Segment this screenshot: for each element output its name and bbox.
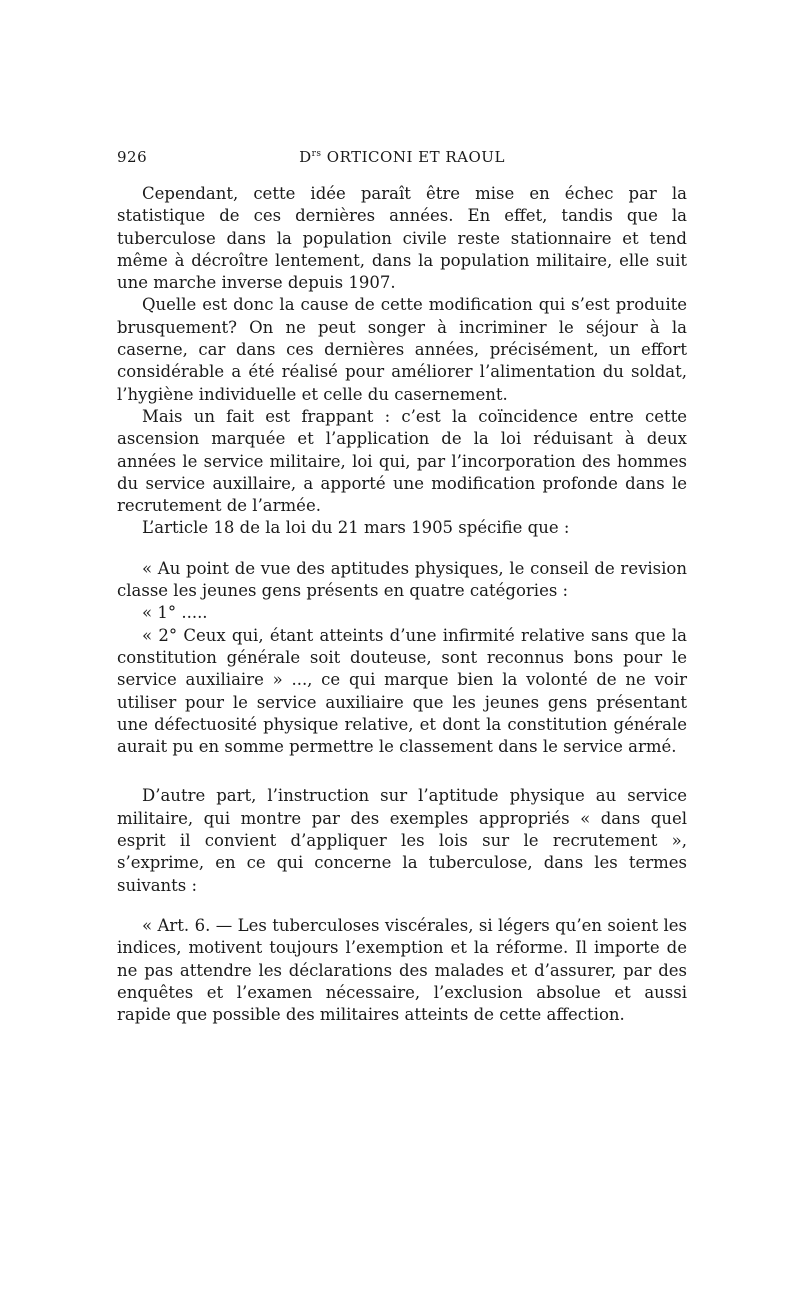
quote-paragraph: « 1° ..... (142, 603, 208, 623)
spacer (117, 897, 687, 915)
paragraph: L’article 18 de la loi du 21 mars 1905 spécifie que : (142, 518, 570, 538)
quote-paragraph: « Art. 6. — Les tuberculoses viscérales, si légers qu’en soient les indices, motivent toujours l’exemption et la réforme. Il importe de ne pas attendre les déclarations des malades et d’assurer, par des enquêtes et l’examen nécessaire, l’exclusion absolue et aussi rapide que possible des militaires atteints de cette affection. (117, 915, 687, 1025)
body-text (117, 183, 687, 1026)
quote-paragraph: « 2° Ceux qui, étant atteints d’une infirmité relative sans que la constitution générale soit douteuse, sont reconnus bons pour le service auxiliaire » ..., ce qui marque bien la volonté de ne voir utiliser pour le service auxiliaire que les jeunes gens présentant une défectuosité physique relative, et dont la constitution générale aurait pu en somme permettre le classement dans le service armé. (117, 625, 687, 757)
authors-prefix: D (299, 148, 312, 166)
paragraph: Quelle est donc la cause de cette modification qui s’est produite brusquement? On ne peut songer à incriminer le séjour à la caserne, car dans ces dernières années, précisément, un effort considérable a été réalisé pour améliorer l’alimentation du soldat, l’hygiène individuelle et celle du casernement. (117, 295, 687, 404)
page-header (117, 148, 687, 172)
paragraph: D’autre part, l’instruction sur l’aptitude physique au service militaire, qui montre par des exemples appropriés « dans quel esprit il convient d’appliquer les lois sur le recrutement », s’exprime, en ce qui concerne la tuberculose, dans les termes suivants : (117, 786, 687, 895)
authors-superscript: rs (311, 149, 322, 159)
spacer (117, 758, 687, 785)
quote-paragraph: « Au point de vue des aptitudes physiques, le conseil de revision classe les jeunes gens présents en quatre catégories : (117, 558, 687, 601)
running-head (117, 148, 687, 166)
paragraph: Mais un fait est frappant : c’est la coïncidence entre cette ascension marquée et l’application de la loi réduisant à deux années le service militaire, loi qui, par l’incorporation des hommes du service auxillaire, a apporté une modification profonde dans le recrutement de l’armée. (117, 406, 687, 516)
paragraph: Cependant, cette idée paraît être mise en échec par la statistique de ces dernières années. En effet, tandis que la tuberculose dans la population civile reste stationnaire et tend même à décroître lentement, dans la population militaire, elle suit une marche inverse depuis 1907. (117, 184, 687, 293)
authors-names: ORTICONI ET RAOUL (321, 148, 505, 166)
page-number: 926 (117, 148, 148, 166)
spacer (117, 540, 687, 558)
